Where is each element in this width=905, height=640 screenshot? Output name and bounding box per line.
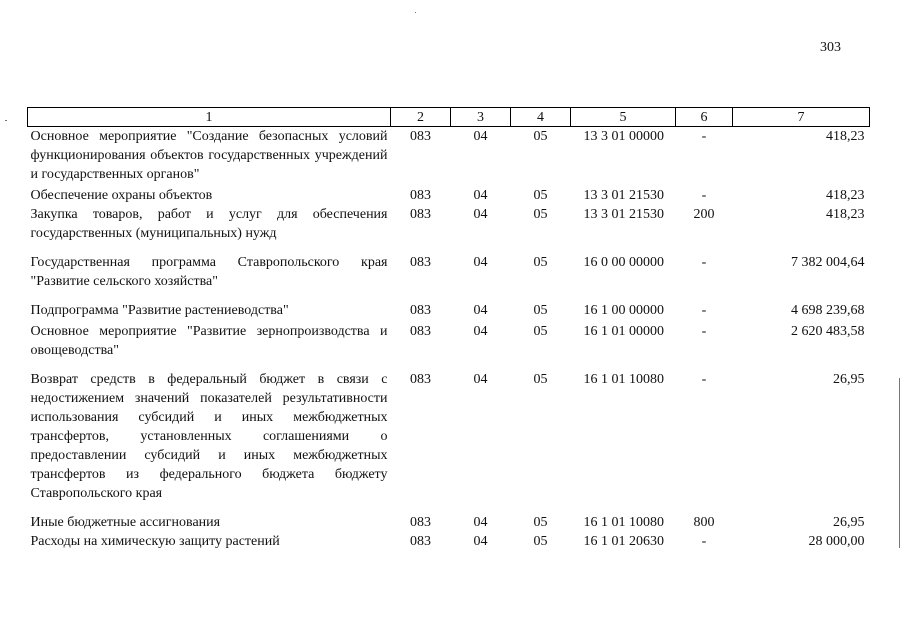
- table-row: [28, 253, 870, 301]
- table-row: [28, 127, 870, 187]
- row-name: Расходы на химическую защиту растений: [30, 534, 280, 549]
- table-row: [28, 532, 870, 551]
- row-section-code: 04: [473, 129, 488, 144]
- row-target-code: 16 1 01 20630: [583, 534, 664, 549]
- row-subsection-code: 05: [533, 515, 548, 530]
- row-subsection-code: 05: [533, 255, 548, 270]
- row-ministry-code: 083: [410, 534, 431, 549]
- row-expense-type: 800: [693, 515, 715, 530]
- row-ministry-code: 083: [410, 324, 431, 339]
- row-target-code: 16 1 01 10080: [583, 372, 664, 387]
- row-amount: 7 382 004,64: [791, 255, 865, 270]
- table-row: [28, 205, 870, 253]
- table-row: [28, 513, 870, 532]
- table-row: [28, 322, 870, 370]
- table-header-row: [28, 108, 870, 127]
- header-col-7: 7: [733, 108, 870, 127]
- row-target-code: 16 1 00 00000: [583, 303, 664, 318]
- row-name: Основное мероприятие "Развитие зернопроизводства и овощеводства": [30, 324, 388, 358]
- row-section-code: 04: [473, 207, 488, 222]
- row-expense-type: -: [701, 303, 707, 318]
- header-col-6: 6: [676, 108, 733, 127]
- row-subsection-code: 05: [533, 372, 548, 387]
- row-target-code: 16 1 01 10080: [583, 515, 664, 530]
- row-subsection-code: 05: [533, 129, 548, 144]
- row-subsection-code: 05: [533, 303, 548, 318]
- scan-mark-top: [415, 12, 416, 13]
- row-subsection-code: 05: [533, 324, 548, 339]
- header-col-3: 3: [451, 108, 511, 127]
- row-expense-type: -: [701, 129, 707, 144]
- row-amount: 4 698 239,68: [791, 303, 865, 318]
- row-ministry-code: 083: [410, 372, 431, 387]
- row-section-code: 04: [473, 188, 488, 203]
- row-name: Закупка товаров, работ и услуг для обеспечения государственных (муниципальных) нужд: [30, 207, 388, 241]
- row-name: Подпрограмма "Развитие растениеводства": [30, 303, 289, 318]
- row-section-code: 04: [473, 324, 488, 339]
- row-section-code: 04: [473, 534, 488, 549]
- row-target-code: 16 1 01 00000: [583, 324, 664, 339]
- row-ministry-code: 083: [410, 255, 431, 270]
- row-amount: 28 000,00: [808, 534, 865, 549]
- row-name: Обеспечение охраны объектов: [30, 188, 213, 203]
- row-ministry-code: 083: [410, 207, 431, 222]
- row-amount: 418,23: [826, 207, 865, 222]
- row-name: Основное мероприятие "Создание безопасных условий функционирования объектов государственных учреждений и государственных органов": [30, 129, 388, 182]
- row-ministry-code: 083: [410, 188, 431, 203]
- row-name: Иные бюджетные ассигнования: [30, 515, 221, 530]
- row-ministry-code: 083: [410, 303, 431, 318]
- row-subsection-code: 05: [533, 188, 548, 203]
- row-target-code: 13 3 01 21530: [583, 188, 664, 203]
- row-section-code: 04: [473, 372, 488, 387]
- table-row: [28, 370, 870, 513]
- row-ministry-code: 083: [410, 515, 431, 530]
- row-amount: 26,95: [833, 515, 865, 530]
- budget-table: [27, 107, 870, 551]
- table-row: [28, 301, 870, 322]
- row-expense-type: -: [701, 534, 707, 549]
- row-amount: 26,95: [833, 372, 865, 387]
- row-expense-type: -: [701, 255, 707, 270]
- row-name: Государственная программа Ставропольского края "Развитие сельского хозяйства": [30, 255, 388, 289]
- header-col-4: 4: [511, 108, 571, 127]
- row-amount: 418,23: [826, 129, 865, 144]
- scan-mark-left-edge: [5, 120, 7, 121]
- table-row: [28, 186, 870, 205]
- row-expense-type: 200: [693, 207, 715, 222]
- row-expense-type: -: [701, 188, 707, 203]
- row-amount: 2 620 483,58: [791, 324, 865, 339]
- scan-mark-right-edge: [899, 378, 900, 548]
- page-number: 303: [820, 40, 841, 55]
- header-col-2: 2: [391, 108, 451, 127]
- row-target-code: 13 3 01 00000: [583, 129, 664, 144]
- header-col-5: 5: [571, 108, 676, 127]
- row-section-code: 04: [473, 303, 488, 318]
- row-subsection-code: 05: [533, 534, 548, 549]
- row-subsection-code: 05: [533, 207, 548, 222]
- row-section-code: 04: [473, 515, 488, 530]
- row-section-code: 04: [473, 255, 488, 270]
- header-col-1: 1: [28, 108, 391, 127]
- row-expense-type: -: [701, 372, 707, 387]
- row-target-code: 16 0 00 00000: [583, 255, 664, 270]
- row-ministry-code: 083: [410, 129, 431, 144]
- row-name: Возврат средств в федеральный бюджет в связи с недостижением значений показателей результативности использования субсидий и иных межбюджетных трансфертов, установленных соглашениями о предоставлении субсидий и иных межбюджетных трансфертов из федерального бюджета бюджету Ставропольского края: [30, 372, 388, 501]
- row-target-code: 13 3 01 21530: [583, 207, 664, 222]
- row-amount: 418,23: [826, 188, 865, 203]
- row-expense-type: -: [701, 324, 707, 339]
